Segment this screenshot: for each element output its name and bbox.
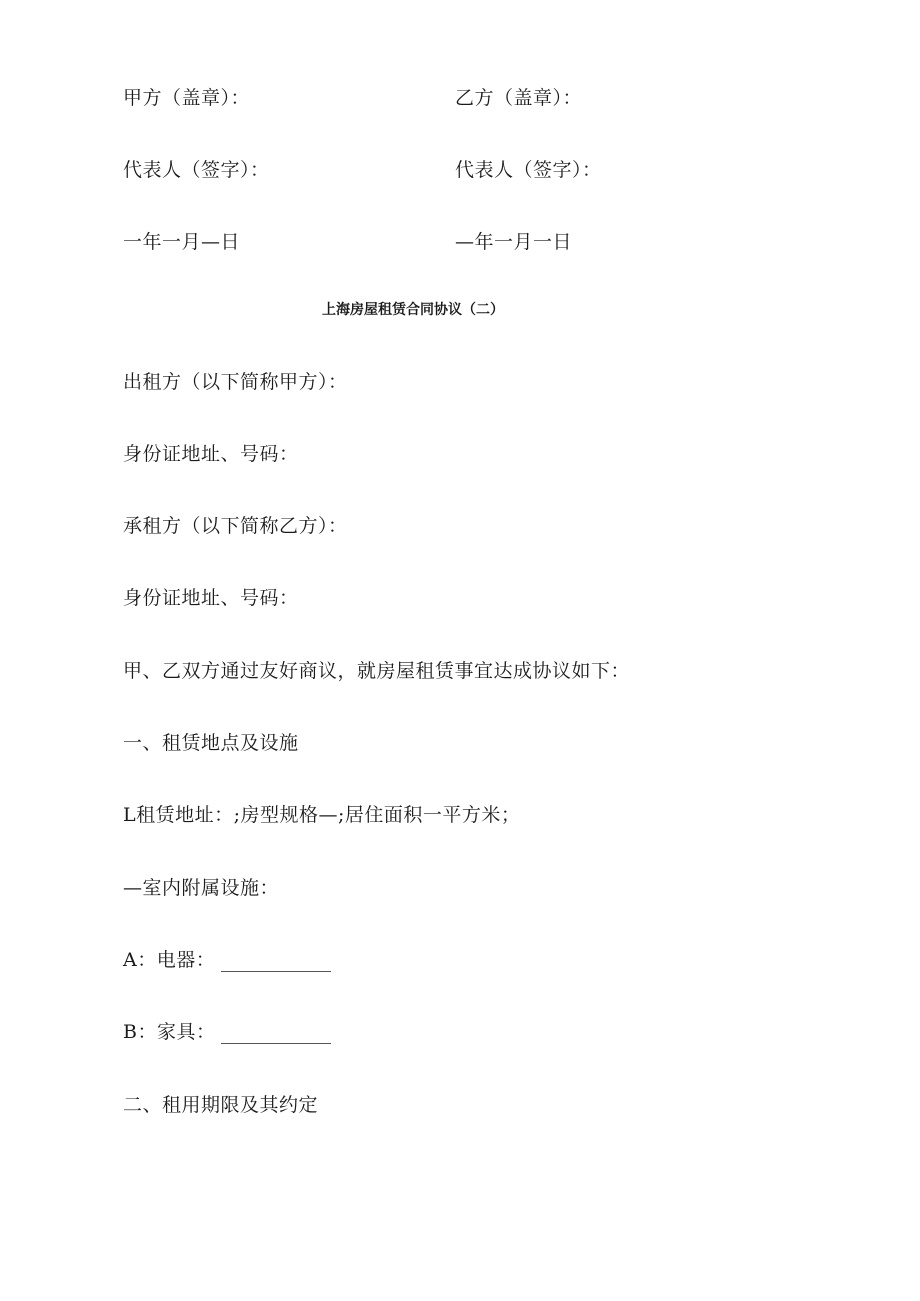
appliances-blank [221, 953, 331, 972]
lessee-id-label: 身份证地址、号码： [123, 587, 299, 609]
lessor-label: 出租方（以下简称甲方）： [123, 371, 348, 393]
appliances-label: A：电器： [123, 949, 216, 971]
furniture-label: B：家具： [123, 1021, 216, 1043]
lease-address-line: L租赁地址：;房型规格—;居住面积一平方米； [123, 804, 521, 826]
section-2-heading: 二、租用期限及其约定 [123, 1094, 319, 1116]
appliances-row [123, 948, 331, 972]
contract-title: 上海房屋租赁合同协议（二） [322, 302, 504, 318]
party-b-representative-label: 代表人（签字）： [455, 159, 602, 181]
party-b-seal-label: 乙方（盖章）： [455, 87, 583, 109]
party-a-seal-label: 甲方（盖章）： [123, 87, 251, 109]
party-a-date: 一年一月—日 [123, 231, 241, 253]
furniture-blank [221, 1025, 331, 1044]
furniture-row [123, 1020, 331, 1044]
lessee-label: 承租方（以下简称乙方）： [123, 515, 348, 537]
section-1-heading: 一、租赁地点及设施 [123, 732, 299, 754]
agreement-intro: 甲、乙双方通过友好商议，就房屋租赁事宜达成协议如下： [123, 660, 631, 682]
party-a-representative-label: 代表人（签字）： [123, 159, 270, 181]
facilities-label: —室内附属设施： [123, 877, 280, 899]
lessor-id-label: 身份证地址、号码： [123, 443, 299, 465]
party-b-date: —年一月一日 [455, 231, 573, 253]
